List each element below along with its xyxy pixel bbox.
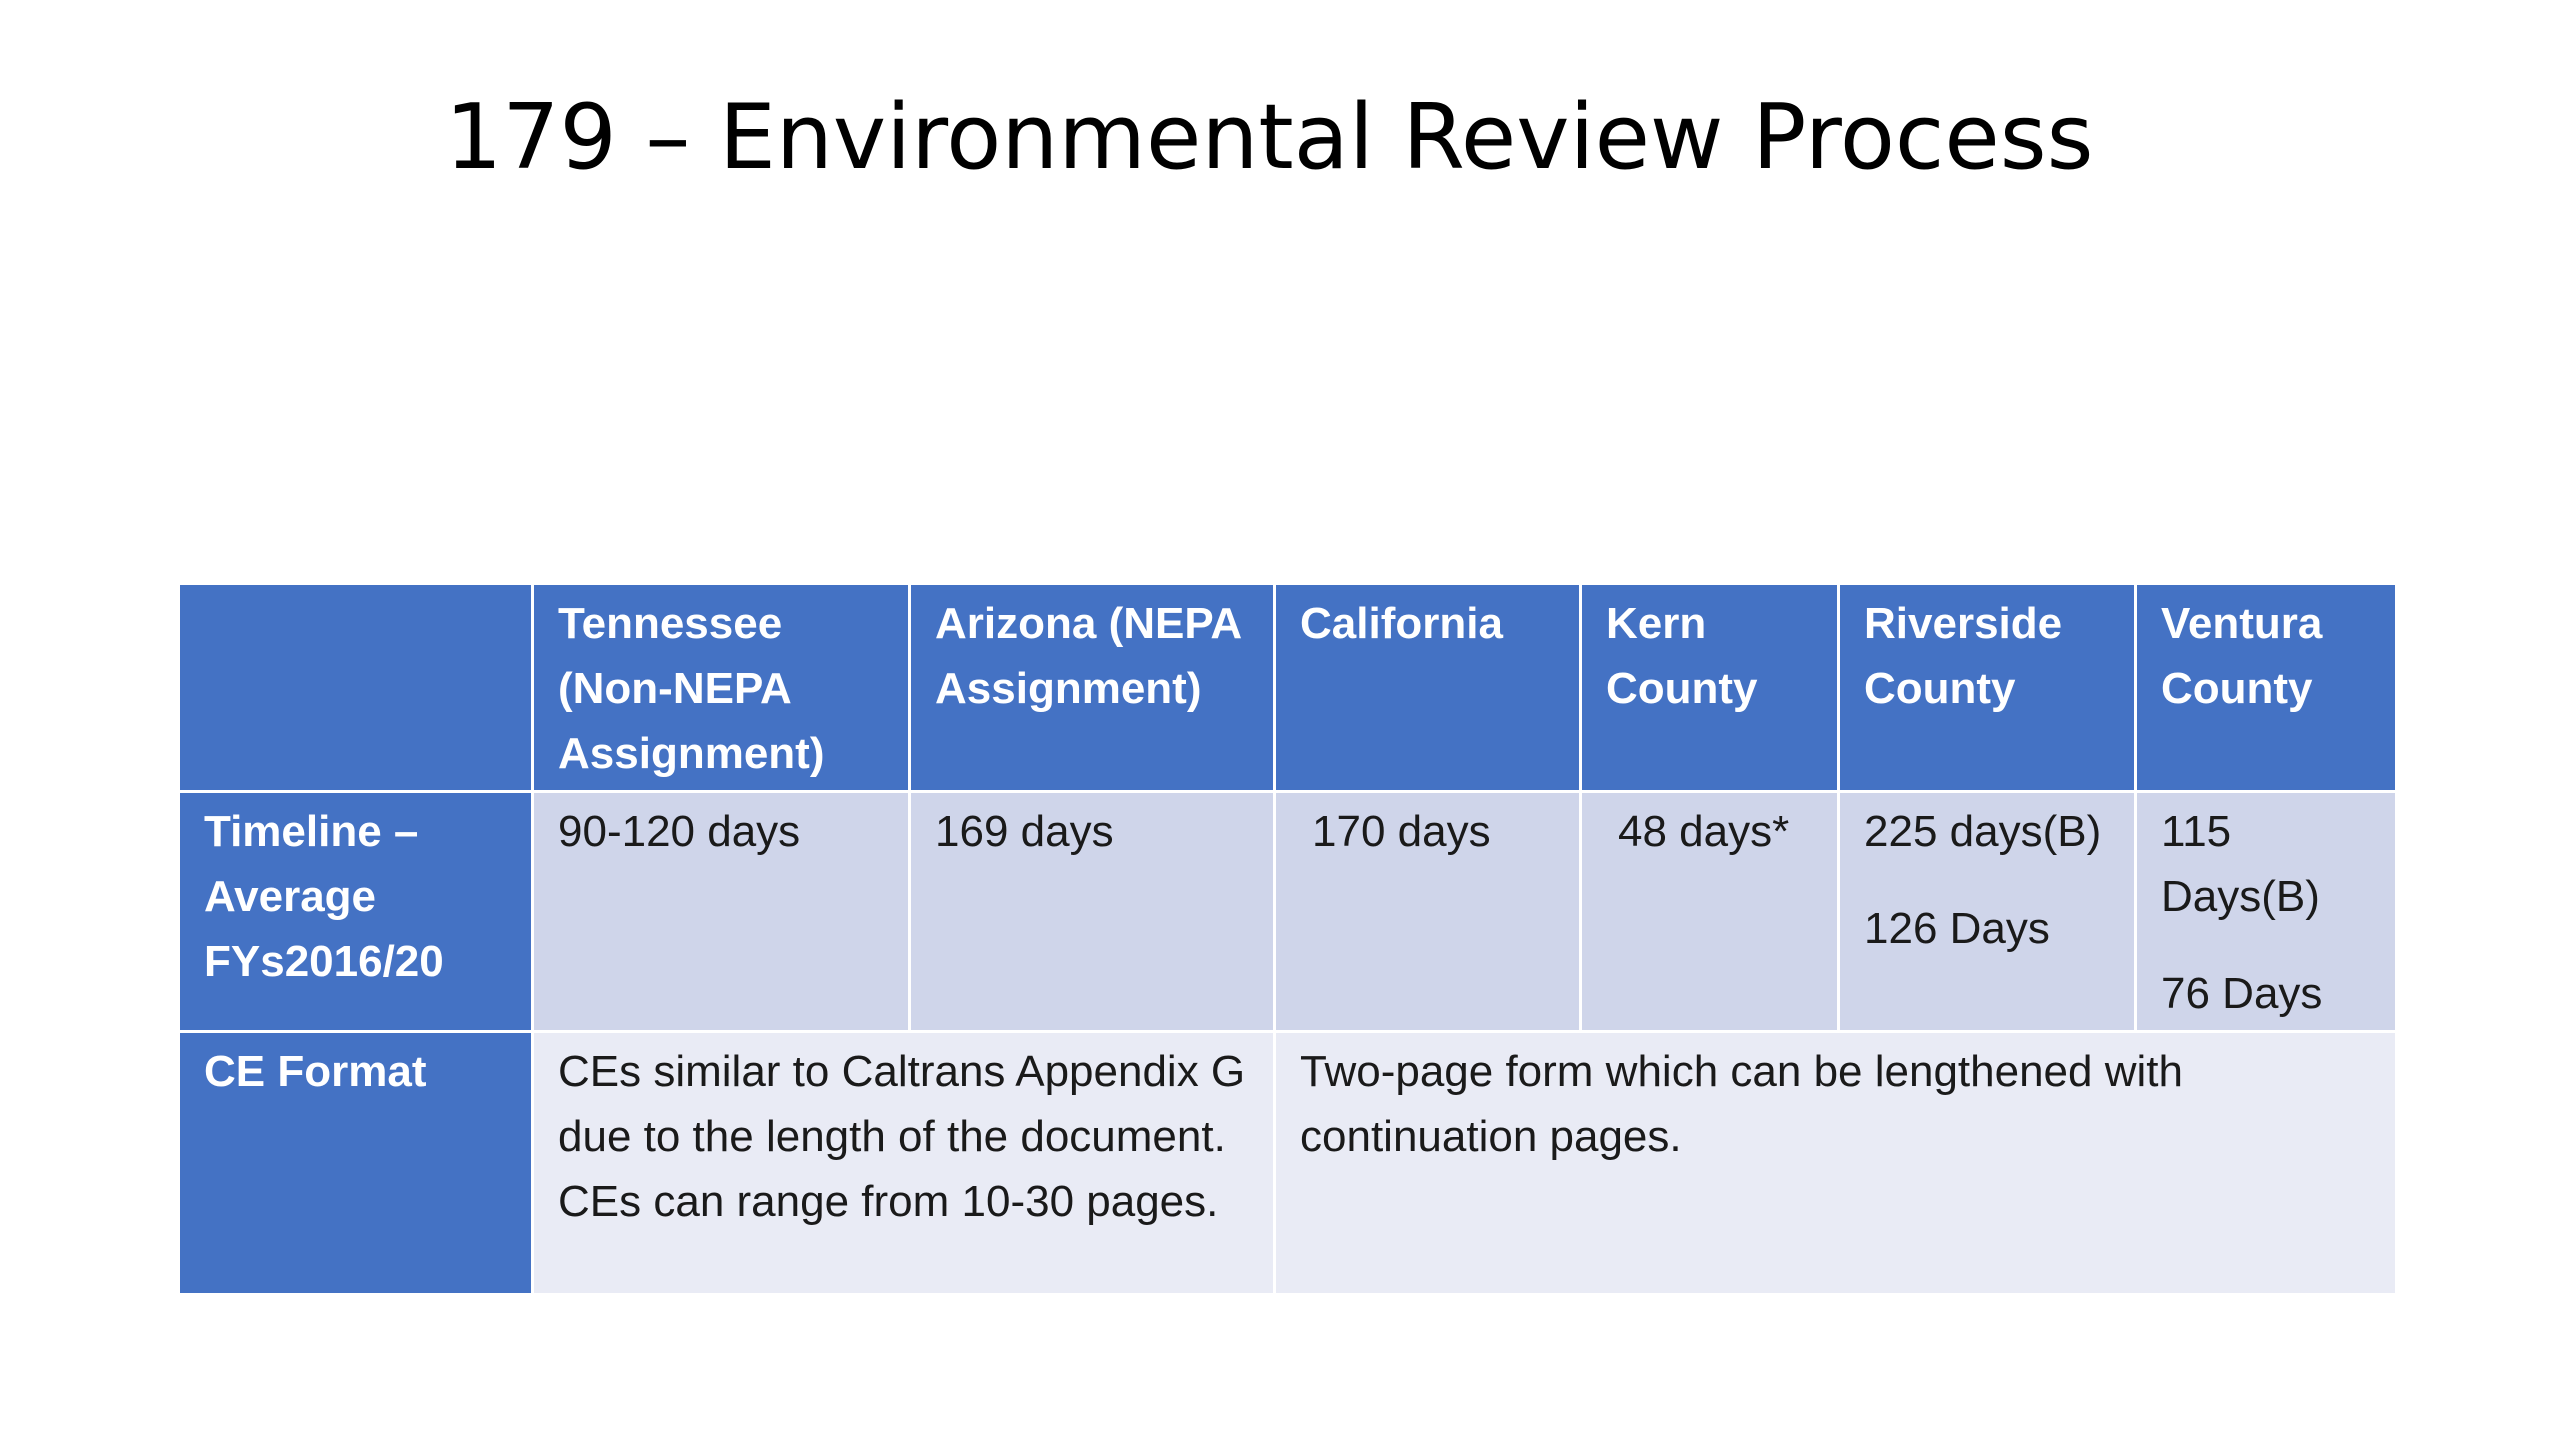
cell-ce-tennessee-arizona: CEs similar to Caltrans Appendix G due to the length of the document. CEs can range from 10-30 pages. [533,1032,1275,1295]
ventura-secondary-value: 76 Days [2161,969,2323,1018]
header-arizona: Arizona (NEPA Assignment) [910,584,1275,792]
cell-timeline-ventura [2136,792,2397,1032]
riverside-primary-value: 225 days(B) [1864,807,2102,856]
cell-timeline-arizona: 169 days [910,792,1275,1032]
header-kern-county: Kern County [1581,584,1839,792]
cell-timeline-kern: 48 days* [1581,792,1839,1032]
header-california: California [1275,584,1581,792]
cell-ce-california-counties: Two-page form which can be lengthened with continuation pages. [1275,1032,2397,1295]
header-tennessee: Tennessee (Non-NEPA Assignment) [533,584,910,792]
header-ventura-county: Ventura County [2136,584,2397,792]
cell-timeline-california: 170 days [1275,792,1581,1032]
row-label-timeline: Timeline – Average FYs2016/20 [179,792,533,1032]
header-riverside-county: Riverside County [1839,584,2136,792]
table-row-timeline [179,792,2397,1032]
riverside-secondary-value: 126 Days [1864,904,2050,953]
table-row-ce-format [179,1032,2397,1295]
header-corner-cell [179,584,533,792]
slide-title: 179 – Environmental Review Process [445,85,2094,190]
table-header-row [179,584,2397,792]
ventura-primary-value: 115 Days(B) [2161,807,2320,921]
comparison-table [177,582,2398,1296]
cell-timeline-tennessee: 90-120 days [533,792,910,1032]
row-label-ce-format: CE Format [179,1032,533,1295]
cell-timeline-riverside [1839,792,2136,1032]
